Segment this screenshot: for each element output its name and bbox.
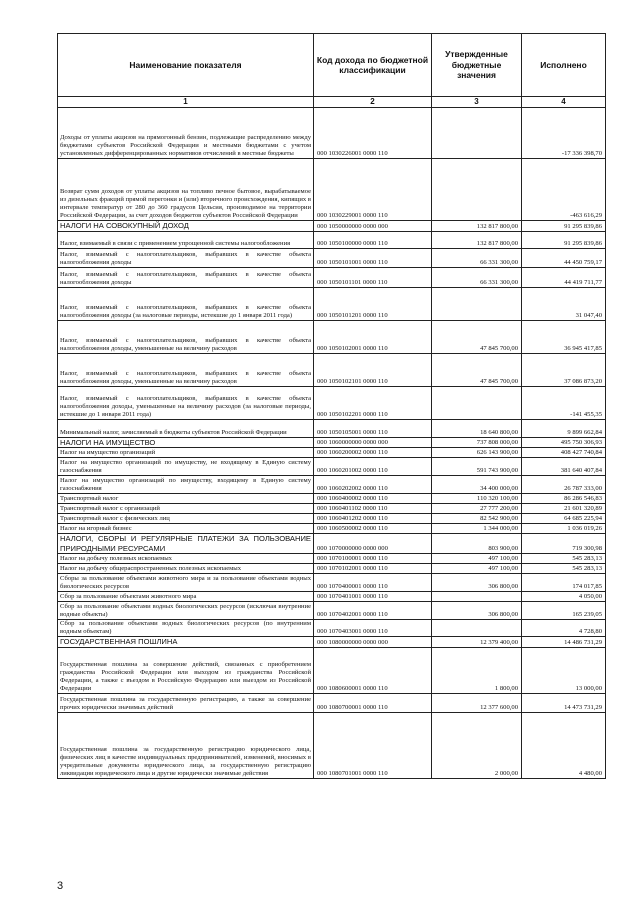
revenue-code-cell: 000 1070100001 0000 110 [314,554,432,564]
executed-value-cell: 545 283,13 [522,564,606,574]
table-row [58,524,606,534]
table-row [58,494,606,504]
approved-value-cell [432,108,522,159]
indicator-name-cell: Налог на добычу общераспространенных полезных ископаемых [58,564,314,574]
executed-value-cell: 408 427 740,84 [522,448,606,458]
indicator-name-cell: Налог на имущество организаций по имуществу, не входящему в Единую систему газоснабжения [58,458,314,476]
table-row [58,353,606,386]
indicator-name-cell: Сбор за пользование объектами водных биологических ресурсов (исключая внутренние водные объекты) [58,602,314,620]
indicator-name-cell: Сбор за пользование объектами животного мира [58,592,314,602]
revenue-code-cell: 000 1070102001 0000 110 [314,564,432,574]
table-row [58,386,606,419]
revenue-code-cell: 000 1060500002 0000 110 [314,524,432,534]
indicator-name-cell: Налог на имущество организаций [58,448,314,458]
revenue-code-cell: 000 1050102001 0000 110 [314,320,432,353]
approved-value-cell: 626 143 900,00 [432,448,522,458]
table-row [58,287,606,320]
revenue-code-cell: 000 1070000000 0000 000 [314,534,432,554]
executed-value-cell: 14 473 731,29 [522,693,606,712]
approved-value-cell: 1 344 000,00 [432,524,522,534]
executed-value-cell: 31 047,40 [522,287,606,320]
executed-value-cell: 4 728,80 [522,620,606,637]
column-number: 1 [58,97,314,108]
indicator-name-cell: Налог, взимаемый в связи с применением упрощенной системы налогообложения [58,231,314,248]
indicator-name-cell: Сборы за пользование объектами животного мира и за пользование объектами водных биологических ресурсов [58,574,314,592]
revenue-code-cell: 000 1080000000 0000 000 [314,637,432,648]
executed-value-cell: 495 750 306,93 [522,437,606,448]
revenue-table [57,33,606,779]
executed-value-cell: 91 295 839,86 [522,231,606,248]
executed-value-cell: 545 283,13 [522,554,606,564]
approved-value-cell: 47 845 700,00 [432,353,522,386]
table-row [58,647,606,693]
revenue-code-cell: 000 1060201002 0000 110 [314,458,432,476]
table-row [58,693,606,712]
executed-value-cell: 1 036 019,26 [522,524,606,534]
table-row [58,534,606,554]
executed-value-cell: 4 050,00 [522,592,606,602]
indicator-name-cell: Государственная пошлина за совершение действий, связанных с приобретением гражданства Российской Федерации или выходом из гражданства Российской Федерации, а также с въездом в Российскую Федерацию или выездом из Российской Федерации [58,647,314,693]
approved-value-cell [432,159,522,221]
executed-value-cell: 36 945 417,85 [522,320,606,353]
executed-value-cell: 26 787 333,00 [522,476,606,494]
table-row [58,419,606,437]
executed-value-cell: 4 480,00 [522,712,606,778]
revenue-code-cell: 000 1080701001 0000 110 [314,712,432,778]
table-row [58,554,606,564]
indicator-name-cell: Налог на игорный бизнес [58,524,314,534]
revenue-code-cell: 000 1070401001 0000 110 [314,592,432,602]
indicator-name-cell: Сбор за пользование объектами водных биологических ресурсов (по внутренним водным объектам) [58,620,314,637]
header-indicator-name: Наименование показателя [58,34,314,97]
approved-value-cell: 737 808 000,00 [432,437,522,448]
table-row [58,476,606,494]
approved-value-cell: 1 800,00 [432,647,522,693]
revenue-code-cell: 000 1050101101 0000 110 [314,267,432,287]
revenue-code-cell: 000 1080700001 0000 110 [314,693,432,712]
revenue-code-cell: 000 1030226001 0000 110 [314,108,432,159]
revenue-code-cell: 000 1050101001 0000 110 [314,248,432,267]
revenue-table-container [57,33,605,779]
executed-value-cell: 719 300,98 [522,534,606,554]
table-row [58,602,606,620]
indicator-name-cell: Налог, взимаемый с налогоплательщиков, выбравших в качестве объекта налогообложения доходы (за налоговые периоды, истекшие до 1 января 2011 года) [58,287,314,320]
revenue-code-cell: 000 1060401202 0000 110 [314,514,432,524]
approved-value-cell: 110 320 100,00 [432,494,522,504]
revenue-code-cell: 000 1060202002 0000 110 [314,476,432,494]
indicator-name-cell: Государственная пошлина за государственную регистрацию юридического лица, физических лиц в качестве индивидуальных предпринимателей, изменений, вносимых в учредительные документы юридического лица, за государственную регистрацию ликвидации юридического лица и другие юридически значимые действия [58,712,314,778]
approved-value-cell: 497 100,00 [432,564,522,574]
indicator-name-cell: НАЛОГИ, СБОРЫ И РЕГУЛЯРНЫЕ ПЛАТЕЖИ ЗА ПОЛЬЗОВАНИЕ ПРИРОДНЫМИ РЕСУРСАМИ [58,534,314,554]
indicator-name-cell: Минимальный налог, зачисляемый в бюджеты субъектов Российской Федерации [58,419,314,437]
column-number: 3 [432,97,522,108]
table-row [58,231,606,248]
revenue-code-cell: 000 1050102201 0000 110 [314,386,432,419]
executed-value-cell: 13 000,00 [522,647,606,693]
column-number-row [58,97,606,108]
indicator-name-cell: НАЛОГИ НА ИМУЩЕСТВО [58,437,314,448]
indicator-name-cell: НАЛОГИ НА СОВОКУПНЫЙ ДОХОД [58,221,314,232]
approved-value-cell: 47 845 700,00 [432,320,522,353]
approved-value-cell [432,592,522,602]
approved-value-cell: 12 379 400,00 [432,637,522,648]
approved-value-cell: 497 100,00 [432,554,522,564]
table-row [58,458,606,476]
revenue-code-cell: 000 1060400002 0000 110 [314,494,432,504]
approved-value-cell [432,386,522,419]
indicator-name-cell: Доходы от уплаты акцизов на прямогонный бензин, подлежащие распределению между бюджетами субъектов Российской Федерации и местными бюджетами с учетом установленных дифференцированных нормативов отчислений в местные бюджеты [58,108,314,159]
approved-value-cell [432,620,522,637]
header-revenue-code: Код дохода по бюджетной классификации [314,34,432,97]
approved-value-cell: 132 817 800,00 [432,231,522,248]
header-row [58,34,606,97]
table-row [58,108,606,159]
table-row [58,564,606,574]
approved-value-cell: 18 640 800,00 [432,419,522,437]
table-row [58,320,606,353]
revenue-code-cell: 000 1060000000 0000 000 [314,437,432,448]
table-row [58,248,606,267]
executed-value-cell: -141 455,35 [522,386,606,419]
table-row [58,514,606,524]
revenue-code-cell: 000 1050101201 0000 110 [314,287,432,320]
executed-value-cell: 21 601 320,89 [522,504,606,514]
table-row [58,267,606,287]
approved-value-cell [432,287,522,320]
executed-value-cell: -17 336 398,70 [522,108,606,159]
revenue-code-cell: 000 1060401102 0000 110 [314,504,432,514]
table-row [58,620,606,637]
revenue-code-cell: 000 1070403001 0000 110 [314,620,432,637]
executed-value-cell: 44 450 759,17 [522,248,606,267]
approved-value-cell: 66 331 300,00 [432,267,522,287]
approved-value-cell: 2 000,00 [432,712,522,778]
page-number: 3 [57,880,64,892]
table-row [58,159,606,221]
executed-value-cell: 37 086 873,20 [522,353,606,386]
revenue-code-cell: 000 1050000000 0000 000 [314,221,432,232]
approved-value-cell: 82 542 900,00 [432,514,522,524]
header-executed: Исполнено [522,34,606,97]
indicator-name-cell: Налог, взимаемый с налогоплательщиков, выбравших в качестве объекта налогообложения доходы, уменьшенные на величину расходов [58,320,314,353]
indicator-name-cell: ГОСУДАРСТВЕННАЯ ПОШЛИНА [58,637,314,648]
table-row [58,437,606,448]
table-row [58,712,606,778]
revenue-code-cell: 000 1060200002 0000 110 [314,448,432,458]
executed-value-cell: 165 239,05 [522,602,606,620]
executed-value-cell: -463 616,29 [522,159,606,221]
table-row [58,574,606,592]
revenue-code-cell: 000 1070400001 0000 110 [314,574,432,592]
column-number: 4 [522,97,606,108]
header-approved-values: Утвержденные бюджетные значения [432,34,522,97]
revenue-code-cell: 000 1050100000 0000 110 [314,231,432,248]
indicator-name-cell: Налог, взимаемый с налогоплательщиков, выбравших в качестве объекта налогообложения доходы, уменьшенные на величину расходов (за налоговые периоды, истекшие до 1 января 2011 года) [58,386,314,419]
revenue-code-cell: 000 1080600001 0000 110 [314,647,432,693]
table-row [58,504,606,514]
indicator-name-cell: Налог на имущество организаций по имуществу, входящему в Единую систему газоснабжения [58,476,314,494]
executed-value-cell: 64 685 225,94 [522,514,606,524]
executed-value-cell: 381 640 407,84 [522,458,606,476]
approved-value-cell: 34 400 000,00 [432,476,522,494]
indicator-name-cell: Возврат сумм доходов от уплаты акцизов на топливо печное бытовое, вырабатываемое из дизельных фракций прямой перегонки и (или) вторичного происхождения, кипящих в интервале температур от 280 до 360 градусов Цельсия, производимое на территории Российской Федерации, за счет доходов бюджетов субъектов Российской Федерации [58,159,314,221]
revenue-code-cell: 000 1070402001 0000 110 [314,602,432,620]
approved-value-cell: 306 800,00 [432,602,522,620]
approved-value-cell: 591 743 900,00 [432,458,522,476]
table-row [58,448,606,458]
indicator-name-cell: Налог, взимаемый с налогоплательщиков, выбравших в качестве объекта налогообложения доходы, уменьшенные на величину расходов [58,353,314,386]
approved-value-cell: 803 900,00 [432,534,522,554]
indicator-name-cell: Государственная пошлина за государственную регистрацию, а также за совершение прочих юридически значимых действий [58,693,314,712]
approved-value-cell: 66 331 300,00 [432,248,522,267]
executed-value-cell: 174 017,85 [522,574,606,592]
table-row [58,592,606,602]
revenue-code-cell: 000 1050102101 0000 110 [314,353,432,386]
table-row [58,637,606,648]
table-body [58,108,606,779]
approved-value-cell: 27 777 200,00 [432,504,522,514]
executed-value-cell: 9 899 662,84 [522,419,606,437]
revenue-code-cell: 000 1050105001 0000 110 [314,419,432,437]
revenue-code-cell: 000 1030229001 0000 110 [314,159,432,221]
indicator-name-cell: Транспортный налог с организаций [58,504,314,514]
table-row [58,221,606,232]
indicator-name-cell: Налог, взимаемый с налогоплательщиков, выбравших в качестве объекта налогообложения доходы [58,248,314,267]
indicator-name-cell: Налог на добычу полезных ископаемых [58,554,314,564]
executed-value-cell: 14 486 731,29 [522,637,606,648]
approved-value-cell: 12 377 600,00 [432,693,522,712]
indicator-name-cell: Транспортный налог [58,494,314,504]
executed-value-cell: 86 286 546,83 [522,494,606,504]
approved-value-cell: 132 817 800,00 [432,221,522,232]
indicator-name-cell: Налог, взимаемый с налогоплательщиков, выбравших в качестве объекта налогообложения доходы [58,267,314,287]
indicator-name-cell: Транспортный налог с физических лиц [58,514,314,524]
executed-value-cell: 91 295 839,86 [522,221,606,232]
approved-value-cell: 306 800,00 [432,574,522,592]
executed-value-cell: 44 419 711,77 [522,267,606,287]
column-number: 2 [314,97,432,108]
